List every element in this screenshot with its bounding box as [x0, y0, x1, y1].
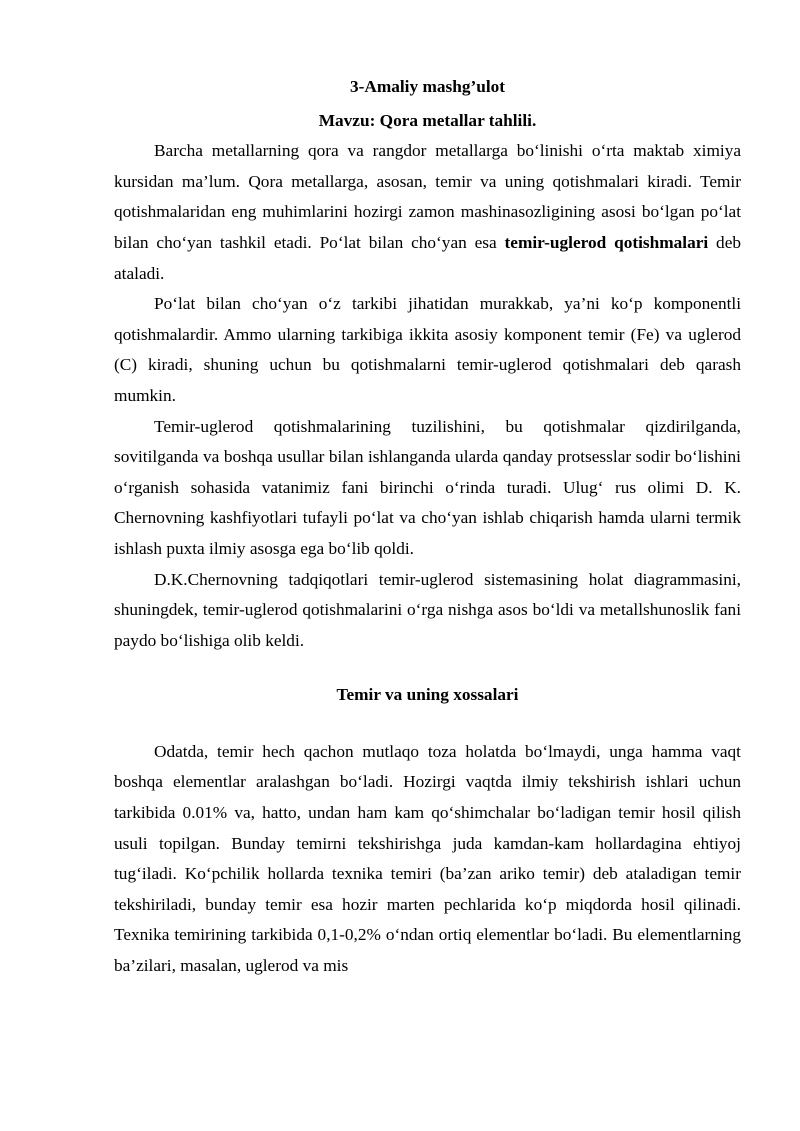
text-segment: Temir-uglerod qotishmalarining tuzilishini, bu qotishmalar qizdirilganda, sovitilganda va boshqa usullar bilan ishlanganda ularda qanday protsesslar sodir bo‘lishini o‘rganish sohasida vatanimiz fani birinchi o‘rinda turadi. Ulug‘ rus olimi D. K. Chernovning kashfiyotlari tufayli po‘lat va cho‘yan ishlab chiqarish hamda ularni termik ishlash puxta ilmiy asosga ega bo‘lib qoldi. — [114, 416, 741, 558]
section-heading: Temir va uning xossalari — [336, 685, 519, 705]
document-title: 3-Amaliy mashg’ulot — [349, 77, 506, 96]
document-page — [114, 72, 741, 982]
body-text-part2 — [114, 737, 741, 982]
paragraph — [114, 289, 741, 411]
text-segment: Po‘lat bilan cho‘yan o‘z tarkibi jihatidan murakkab, ya’ni ko‘p komponentli qotishmalardir. Ammo ularning tarkibiga ikkita asosiy komponent temir (Fe) va uglerod (C) kiradi, shuning uchun bu qotishmalarni temir-uglerod qotishmalari deb qarash mumkin. — [114, 294, 741, 405]
text-segment: D.K.Chernovning tadqiqotlari temir-uglerod sistemasining holat diagrammasini, shuningdek, temir-uglerod qotishmalarini o‘rga nishga asos bo‘ldi va metallshunoslik fani paydo bo‘lishiga olib keldi. — [114, 569, 741, 650]
paragraph — [114, 737, 741, 982]
bold-text-segment: temir-uglerod qotishmalari — [504, 232, 709, 252]
text-segment: Barcha metallarning qora va rangdor metallarga bo‘linishi o‘rta maktab ximiya kursidan ma’lum. Qora metallarga, asosan, temir va uning qotishmalari kiradi. Temir qotishmalaridan eng muhimlarini hozirgi zamon mashinasozligining asosi bo‘lgan po‘lat bilan cho‘yan tashkil etadi. Po‘lat bilan cho‘yan esa — [114, 141, 741, 252]
paragraph — [114, 136, 741, 289]
paragraph — [114, 412, 741, 565]
document-subtitle: Mavzu: Qora metallar tahlili. — [318, 110, 537, 130]
text-segment: deb ataladi. — [114, 232, 741, 283]
body-text-part1 — [114, 136, 741, 656]
text-segment: Odatda, temir hech qachon mutlaqo toza holatda bo‘lmaydi, unga hamma vaqt boshqa elementlar aralashgan bo‘ladi. Hozirgi vaqtda ilmiy tekshirish ishlari uchun tarkibida 0.01% va, hatto, undan ham kam qo‘shimchalar bo‘ladigan temir hosil qilish usuli topilgan. Bunday temirni tekshirishga juda kamdan-kam hollardagina ehtiyoj tug‘iladi. Ko‘pchilik hollarda texnika temiri (ba’zan ariko temir) deb ataladigan temir tekshiriladi, bunday temir esa hozir marten pechlarida ko‘p miqdorda hosil qilinadi. Texnika temirining tarkibida 0,1-0,2% o‘ndan ortiq elementlar bo‘ladi. Bu elementlarning ba’zilari, masalan, uglerod va mis — [114, 741, 741, 976]
paragraph — [114, 565, 741, 657]
